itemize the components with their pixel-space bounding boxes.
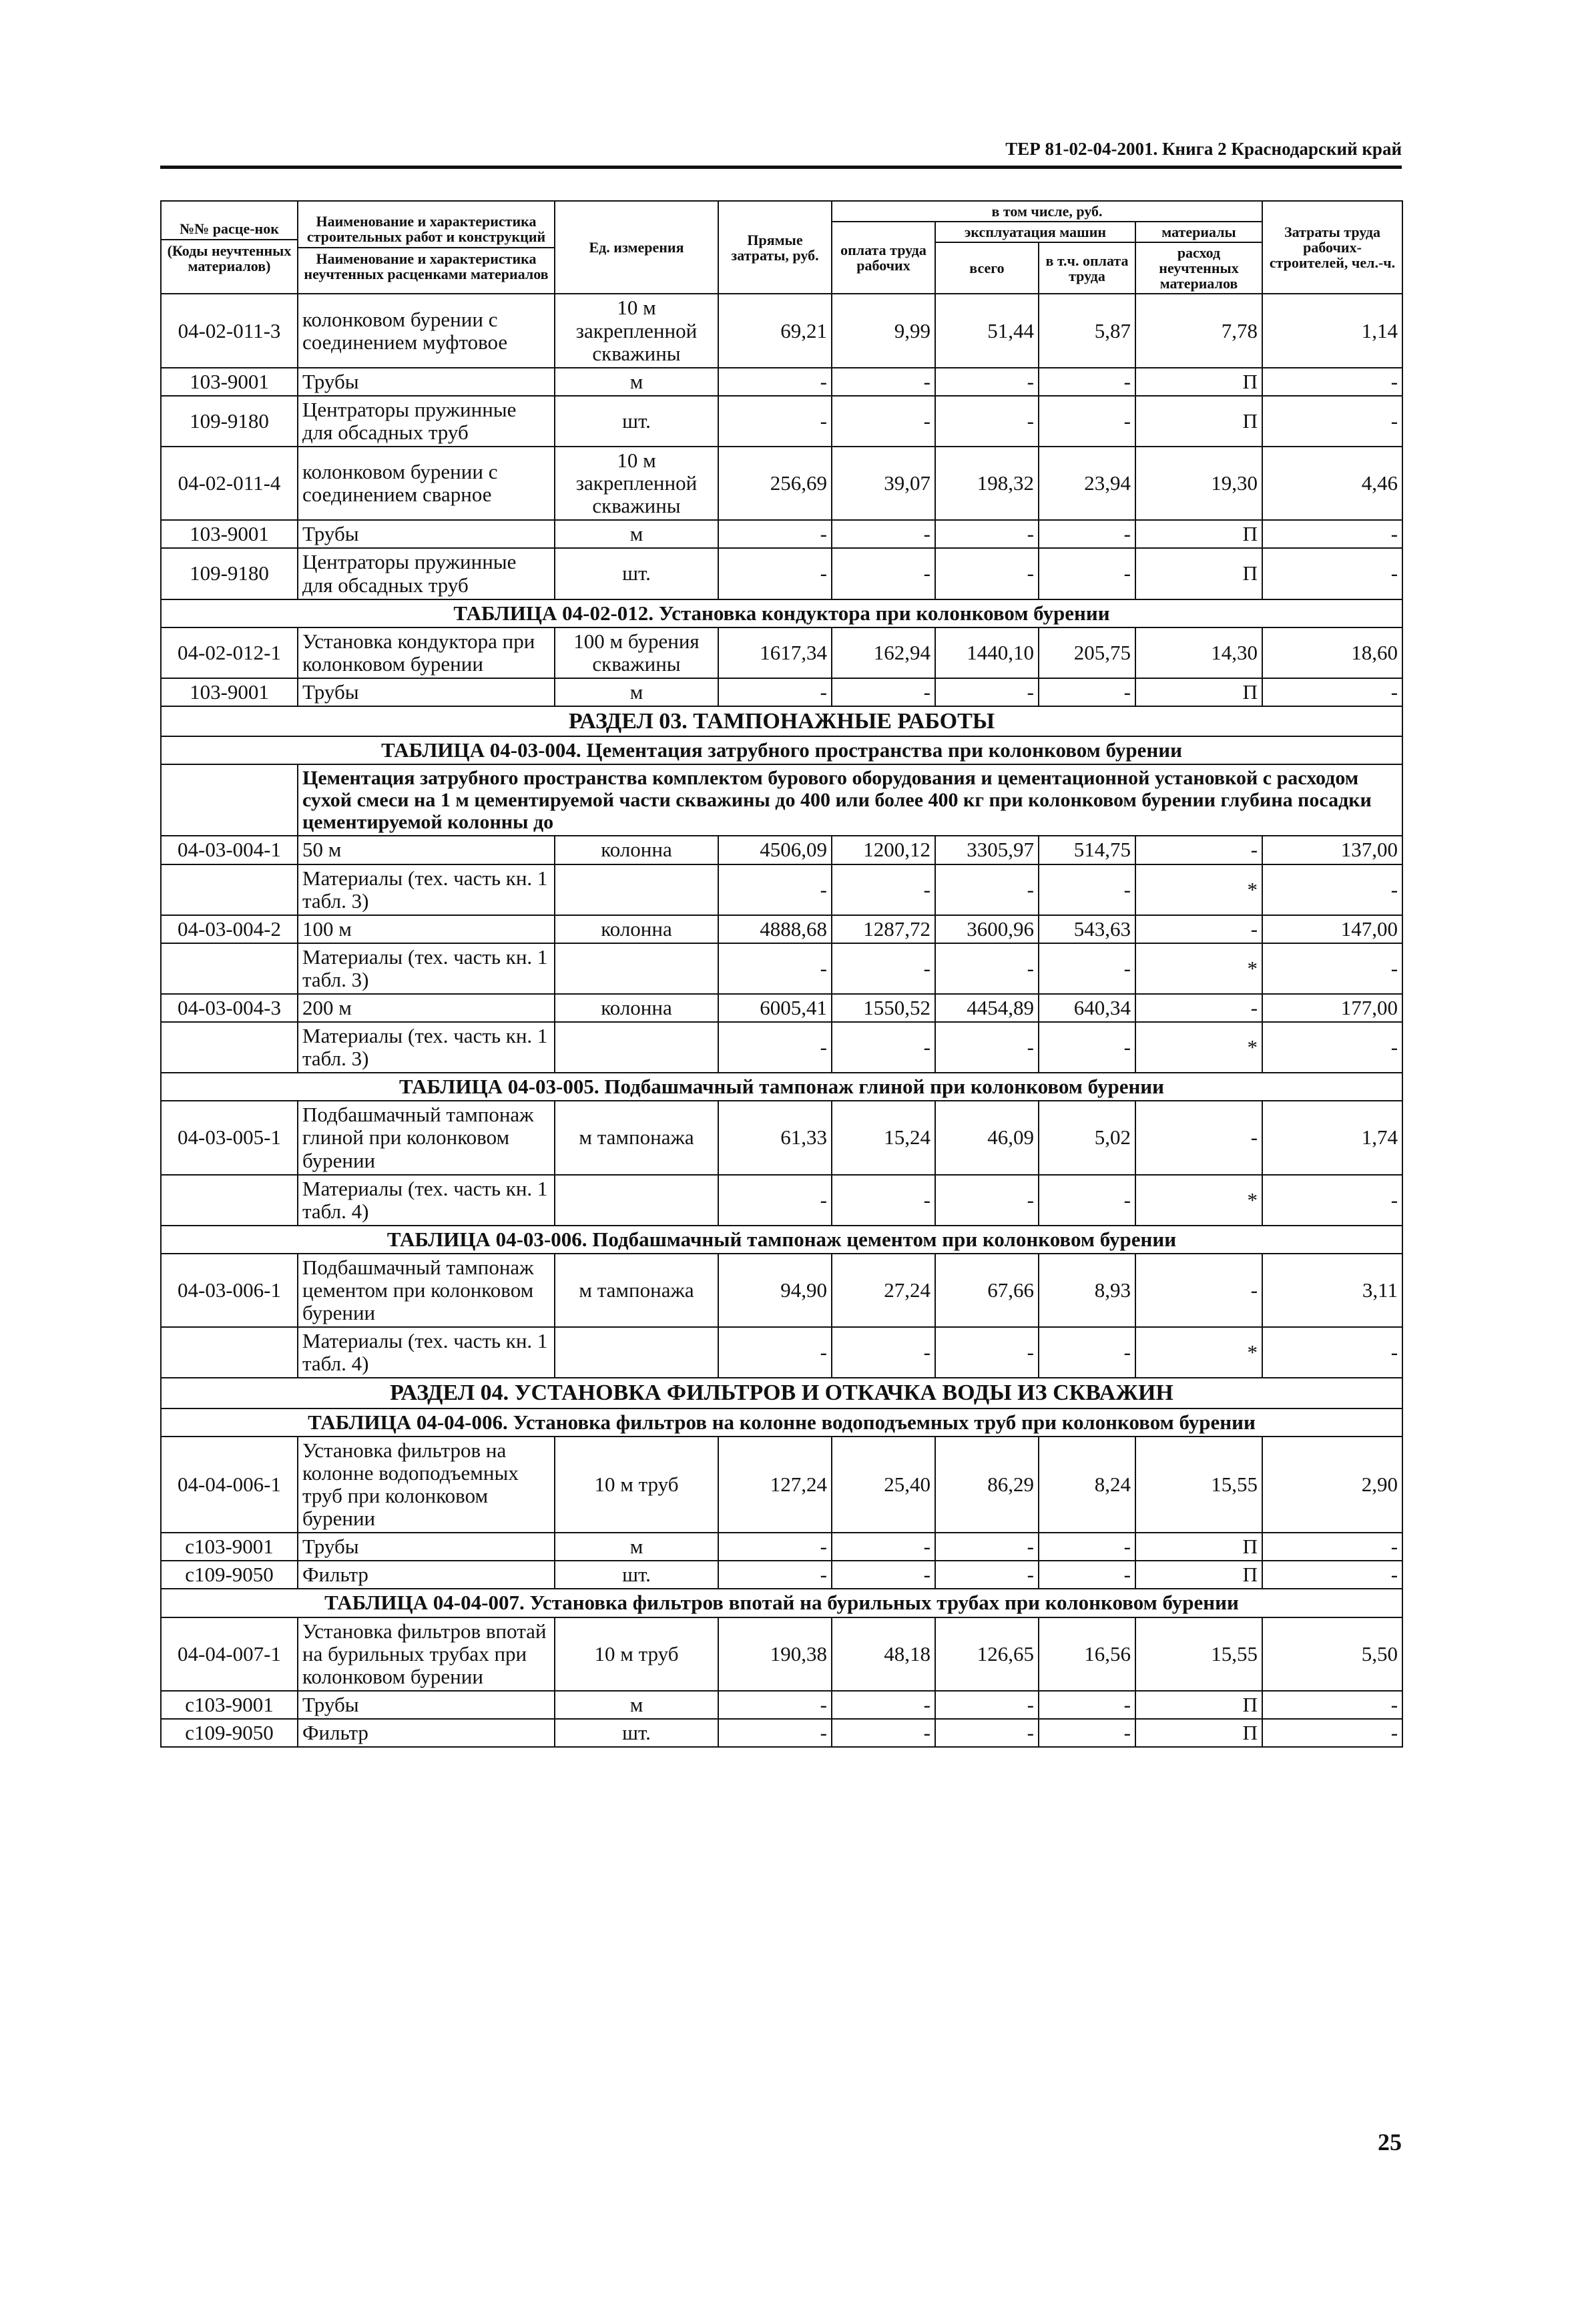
table-row <box>161 1022 1402 1073</box>
direct-costs-value: 256,69 <box>718 447 832 520</box>
labor-hours-value: - <box>1262 548 1402 599</box>
table-title: ТАБЛИЦА 04-04-006. Установка фильтров на колонне водоподъемных труб при колонковом бурении <box>161 1408 1402 1437</box>
rate-code: 109-9180 <box>161 396 298 447</box>
work-name: Материалы (тех. часть кн. 1 табл. 4) <box>298 1175 555 1226</box>
rate-code: 04-03-004-2 <box>161 915 298 943</box>
labor-pay-value: 9,99 <box>832 294 935 367</box>
labor-hours-value: 1,14 <box>1262 294 1402 367</box>
labor-pay-value: 162,94 <box>832 627 935 678</box>
unit-of-measure: 10 м труб <box>555 1437 718 1533</box>
machines-labor-pay-value: - <box>1039 1561 1135 1589</box>
labor-pay-value: - <box>832 520 935 548</box>
labor-hours-value: - <box>1262 1022 1402 1073</box>
materials-value: 15,55 <box>1135 1617 1262 1691</box>
machines-labor-pay-value: 514,75 <box>1039 836 1135 864</box>
table-row <box>161 447 1402 520</box>
direct-costs-value: 190,38 <box>718 1617 832 1691</box>
labor-pay-value: - <box>832 1719 935 1747</box>
work-name: Трубы <box>298 1533 555 1561</box>
unit-of-measure: м тампонажа <box>555 1254 718 1327</box>
table-row <box>161 368 1402 396</box>
labor-pay-value: 1287,72 <box>832 915 935 943</box>
unit-of-measure: м <box>555 520 718 548</box>
work-name: Подбашмачный тампонаж глиной при колонковом бурении <box>298 1101 555 1174</box>
header-labor-cost: Затраты труда рабочих-строителей, чел.-ч. <box>1262 201 1402 294</box>
unit-of-measure: м <box>555 1533 718 1561</box>
machines-total-value: - <box>935 1533 1039 1561</box>
machines-labor-pay-value: - <box>1039 864 1135 915</box>
table-row <box>161 1691 1402 1719</box>
rate-code: 04-03-005-1 <box>161 1101 298 1174</box>
rate-code <box>161 1327 298 1378</box>
unit-of-measure: шт. <box>555 1561 718 1589</box>
labor-hours-value: 147,00 <box>1262 915 1402 943</box>
work-name: Материалы (тех. часть кн. 1 табл. 4) <box>298 1327 555 1378</box>
machines-labor-pay-value: 8,93 <box>1039 1254 1135 1327</box>
table-row <box>161 1719 1402 1747</box>
machines-labor-pay-value: - <box>1039 943 1135 994</box>
direct-costs-value: - <box>718 368 832 396</box>
table-title: ТАБЛИЦА 04-03-004. Цементация затрубного пространства при колонковом бурении <box>161 736 1402 764</box>
machines-labor-pay-value: - <box>1039 1533 1135 1561</box>
work-name: 50 м <box>298 836 555 864</box>
machines-total-value: 126,65 <box>935 1617 1039 1691</box>
machines-total-value: 1440,10 <box>935 627 1039 678</box>
header-machines-pay: в т.ч. оплата труда <box>1039 242 1135 294</box>
work-name: Материалы (тех. часть кн. 1 табл. 3) <box>298 1022 555 1073</box>
machines-total-value: - <box>935 678 1039 706</box>
labor-hours-value: 18,60 <box>1262 627 1402 678</box>
labor-hours-value: - <box>1262 1561 1402 1589</box>
machines-labor-pay-value: - <box>1039 520 1135 548</box>
machines-labor-pay-value: 640,34 <box>1039 994 1135 1022</box>
machines-labor-pay-value: - <box>1039 1691 1135 1719</box>
table-row <box>161 520 1402 548</box>
labor-hours-value: 4,46 <box>1262 447 1402 520</box>
machines-labor-pay-value: 5,02 <box>1039 1101 1135 1174</box>
rate-code: 04-04-006-1 <box>161 1437 298 1533</box>
header-code-cell <box>161 201 298 294</box>
materials-value: - <box>1135 836 1262 864</box>
materials-value: * <box>1135 1175 1262 1226</box>
machines-total-value: - <box>935 943 1039 994</box>
unit-of-measure: м <box>555 678 718 706</box>
machines-total-value: - <box>935 864 1039 915</box>
machines-labor-pay-value: - <box>1039 396 1135 447</box>
labor-pay-value: 1200,12 <box>832 836 935 864</box>
section-title-row <box>161 706 1402 736</box>
machines-total-value: - <box>935 1175 1039 1226</box>
machines-total-value: 46,09 <box>935 1101 1039 1174</box>
rate-code: 103-9001 <box>161 678 298 706</box>
work-name: 200 м <box>298 994 555 1022</box>
direct-costs-value: - <box>718 1327 832 1378</box>
table-row <box>161 864 1402 915</box>
direct-costs-value: - <box>718 1175 832 1226</box>
direct-costs-value: - <box>718 678 832 706</box>
labor-pay-value: - <box>832 1327 935 1378</box>
rate-code: 04-02-011-4 <box>161 447 298 520</box>
work-name: колонковом бурении с соединением муфтовое <box>298 294 555 367</box>
work-name: Трубы <box>298 520 555 548</box>
rate-code: 04-02-011-3 <box>161 294 298 367</box>
labor-pay-value: - <box>832 1533 935 1561</box>
labor-pay-value: 25,40 <box>832 1437 935 1533</box>
materials-value: - <box>1135 994 1262 1022</box>
labor-hours-value: - <box>1262 520 1402 548</box>
work-name: Трубы <box>298 1691 555 1719</box>
table-header <box>161 201 1402 294</box>
table-title-row <box>161 1589 1402 1617</box>
rate-code <box>161 1022 298 1073</box>
table-title: ТАБЛИЦА 04-03-005. Подбашмачный тампонаж глиной при колонковом бурении <box>161 1073 1402 1101</box>
work-name: Центраторы пружинные для обсадных труб <box>298 396 555 447</box>
work-name: Фильтр <box>298 1719 555 1747</box>
materials-value: П <box>1135 678 1262 706</box>
header-direct-costs: Прямые затраты, руб. <box>718 201 832 294</box>
labor-hours-value: - <box>1262 1719 1402 1747</box>
section-title-row <box>161 1378 1402 1408</box>
labor-pay-value: - <box>832 943 935 994</box>
materials-value: П <box>1135 1533 1262 1561</box>
rate-code: с103-9001 <box>161 1533 298 1561</box>
direct-costs-value: 1617,34 <box>718 627 832 678</box>
table-row <box>161 1533 1402 1561</box>
unit-of-measure: шт. <box>555 548 718 599</box>
rate-code: 103-9001 <box>161 520 298 548</box>
labor-pay-value: 39,07 <box>832 447 935 520</box>
rate-code: 109-9180 <box>161 548 298 599</box>
direct-costs-value: - <box>718 864 832 915</box>
work-name: Установка кондуктора при колонковом бурении <box>298 627 555 678</box>
machines-total-value: - <box>935 1561 1039 1589</box>
table-row <box>161 678 1402 706</box>
unit-of-measure <box>555 1175 718 1226</box>
table-title: ТАБЛИЦА 04-02-012. Установка кондуктора при колонковом бурении <box>161 599 1402 627</box>
table-row <box>161 1617 1402 1691</box>
labor-hours-value: - <box>1262 396 1402 447</box>
table-body <box>161 294 1402 1747</box>
section-title: РАЗДЕЛ 03. ТАМПОНАЖНЫЕ РАБОТЫ <box>161 706 1402 736</box>
rate-code: 04-03-006-1 <box>161 1254 298 1327</box>
unit-of-measure: м тампонажа <box>555 1101 718 1174</box>
materials-value: - <box>1135 915 1262 943</box>
machines-total-value: - <box>935 1327 1039 1378</box>
unit-of-measure: колонна <box>555 915 718 943</box>
header-including: в том числе, руб. <box>832 201 1262 222</box>
table-row <box>161 943 1402 994</box>
labor-hours-value: 2,90 <box>1262 1437 1402 1533</box>
labor-hours-value: 177,00 <box>1262 994 1402 1022</box>
description-row <box>161 764 1402 836</box>
section-title: РАЗДЕЛ 04. УСТАНОВКА ФИЛЬТРОВ И ОТКАЧКА ВОДЫ ИЗ СКВАЖИН <box>161 1378 1402 1408</box>
rate-code: с103-9001 <box>161 1691 298 1719</box>
page-number: 25 <box>1378 2129 1402 2155</box>
work-name: 100 м <box>298 915 555 943</box>
table-row <box>161 1561 1402 1589</box>
unit-of-measure: 10 м закрепленной скважины <box>555 447 718 520</box>
rate-code: 04-04-007-1 <box>161 1617 298 1691</box>
machines-total-value: 51,44 <box>935 294 1039 367</box>
materials-value: 19,30 <box>1135 447 1262 520</box>
rate-code <box>161 943 298 994</box>
header-code-bottom: (Коды неучтенных материалов) <box>162 239 297 274</box>
machines-labor-pay-value: 8,24 <box>1039 1437 1135 1533</box>
unit-of-measure: м <box>555 1691 718 1719</box>
table-title-row <box>161 1226 1402 1254</box>
direct-costs-value: - <box>718 1533 832 1561</box>
rate-code <box>161 1175 298 1226</box>
machines-labor-pay-value: - <box>1039 678 1135 706</box>
labor-pay-value: - <box>832 1561 935 1589</box>
table-row <box>161 1101 1402 1174</box>
table-row <box>161 836 1402 864</box>
materials-value: П <box>1135 1719 1262 1747</box>
labor-pay-value: - <box>832 1175 935 1226</box>
unit-of-measure <box>555 1327 718 1378</box>
labor-pay-value: - <box>832 368 935 396</box>
work-name: Материалы (тех. часть кн. 1 табл. 3) <box>298 943 555 994</box>
labor-hours-value: 3,11 <box>1262 1254 1402 1327</box>
machines-labor-pay-value: 5,87 <box>1039 294 1135 367</box>
work-name: Подбашмачный тампонаж цементом при колонковом бурении <box>298 1254 555 1327</box>
machines-labor-pay-value: 205,75 <box>1039 627 1135 678</box>
materials-value: П <box>1135 396 1262 447</box>
description-code-cell <box>161 764 298 836</box>
unit-of-measure: колонна <box>555 994 718 1022</box>
work-name: колонковом бурении с соединением сварное <box>298 447 555 520</box>
materials-value: 15,55 <box>1135 1437 1262 1533</box>
direct-costs-value: 6005,41 <box>718 994 832 1022</box>
labor-pay-value: - <box>832 864 935 915</box>
header-labor-pay: оплата труда рабочих <box>832 222 935 294</box>
work-name: Материалы (тех. часть кн. 1 табл. 3) <box>298 864 555 915</box>
machines-labor-pay-value: - <box>1039 1175 1135 1226</box>
direct-costs-value: 69,21 <box>718 294 832 367</box>
unit-of-measure: колонна <box>555 836 718 864</box>
labor-pay-value: - <box>832 548 935 599</box>
unit-of-measure <box>555 943 718 994</box>
labor-pay-value: - <box>832 1022 935 1073</box>
header-name-top: Наименование и характеристика строительных работ и конструкций <box>306 212 546 245</box>
machines-labor-pay-value: - <box>1039 1022 1135 1073</box>
table-row <box>161 1175 1402 1226</box>
materials-value: 7,78 <box>1135 294 1262 367</box>
header-unit: Ед. измерения <box>555 201 718 294</box>
labor-hours-value: - <box>1262 943 1402 994</box>
header-materials-extra: расход неучтенных материалов <box>1135 242 1262 294</box>
direct-costs-value: - <box>718 1691 832 1719</box>
header-name-bottom: Наименование и характеристика неучтенных расценками материалов <box>298 247 554 282</box>
direct-costs-value: - <box>718 1022 832 1073</box>
direct-costs-value: - <box>718 396 832 447</box>
rate-code <box>161 864 298 915</box>
machines-labor-pay-value: - <box>1039 1327 1135 1378</box>
table-row <box>161 548 1402 599</box>
labor-hours-value: - <box>1262 1175 1402 1226</box>
table-row <box>161 915 1402 943</box>
unit-of-measure <box>555 864 718 915</box>
labor-hours-value: - <box>1262 1691 1402 1719</box>
direct-costs-value: - <box>718 1561 832 1589</box>
machines-total-value: 3305,97 <box>935 836 1039 864</box>
rate-code: 04-03-004-3 <box>161 994 298 1022</box>
labor-pay-value: 27,24 <box>832 1254 935 1327</box>
rate-code: 04-02-012-1 <box>161 627 298 678</box>
labor-hours-value: - <box>1262 864 1402 915</box>
work-name: Фильтр <box>298 1561 555 1589</box>
machines-total-value: - <box>935 1691 1039 1719</box>
header-rule <box>160 166 1402 169</box>
machines-total-value: 4454,89 <box>935 994 1039 1022</box>
table-title: ТАБЛИЦА 04-04-007. Установка фильтров впотай на бурильных трубах при колонковом бурении <box>161 1589 1402 1617</box>
materials-value: П <box>1135 520 1262 548</box>
materials-value: * <box>1135 943 1262 994</box>
labor-hours-value: - <box>1262 1327 1402 1378</box>
labor-pay-value: 48,18 <box>832 1617 935 1691</box>
table-row <box>161 1254 1402 1327</box>
materials-value: * <box>1135 1022 1262 1073</box>
labor-pay-value: - <box>832 396 935 447</box>
machines-total-value: - <box>935 1719 1039 1747</box>
direct-costs-value: 4506,09 <box>718 836 832 864</box>
machines-total-value: - <box>935 1022 1039 1073</box>
work-name: Установка фильтров на колонне водоподъемных труб при колонковом бурении <box>298 1437 555 1533</box>
table-row <box>161 1437 1402 1533</box>
labor-pay-value: 1550,52 <box>832 994 935 1022</box>
unit-of-measure: шт. <box>555 1719 718 1747</box>
table-title-row <box>161 1073 1402 1101</box>
machines-labor-pay-value: - <box>1039 1719 1135 1747</box>
table-row <box>161 627 1402 678</box>
rates-table <box>160 200 1403 1748</box>
machines-total-value: 3600,96 <box>935 915 1039 943</box>
labor-pay-value: 15,24 <box>832 1101 935 1174</box>
table-row <box>161 1327 1402 1378</box>
labor-pay-value: - <box>832 678 935 706</box>
labor-hours-value: 1,74 <box>1262 1101 1402 1174</box>
labor-hours-value: 5,50 <box>1262 1617 1402 1691</box>
machines-total-value: 86,29 <box>935 1437 1039 1533</box>
materials-value: П <box>1135 548 1262 599</box>
header-machines: эксплуатация машин <box>935 222 1135 242</box>
machines-total-value: 198,32 <box>935 447 1039 520</box>
work-name: Трубы <box>298 368 555 396</box>
materials-value: П <box>1135 1561 1262 1589</box>
rate-code: 103-9001 <box>161 368 298 396</box>
table-title-row <box>161 599 1402 627</box>
direct-costs-value: - <box>718 520 832 548</box>
header-code-top: №№ расце-нок <box>180 220 279 238</box>
table-row <box>161 294 1402 367</box>
machines-labor-pay-value: 16,56 <box>1039 1617 1135 1691</box>
direct-costs-value: 94,90 <box>718 1254 832 1327</box>
rate-code: с109-9050 <box>161 1561 298 1589</box>
machines-total-value: - <box>935 548 1039 599</box>
rate-code: 04-03-004-1 <box>161 836 298 864</box>
direct-costs-value: 4888,68 <box>718 915 832 943</box>
machines-total-value: - <box>935 520 1039 548</box>
work-description: Цементация затрубного пространства комплектом бурового оборудования и цементационной установкой с расходом сухой смеси на 1 м цементируемой части скважины до 400 или более 400 кг при колонковом бурении глубина посадки цементируемой колонны до <box>298 764 1402 836</box>
unit-of-measure: 10 м труб <box>555 1617 718 1691</box>
machines-labor-pay-value: 543,63 <box>1039 915 1135 943</box>
header-name-cell <box>298 201 555 294</box>
table-row <box>161 396 1402 447</box>
labor-hours-value: - <box>1262 1533 1402 1561</box>
materials-value: 14,30 <box>1135 627 1262 678</box>
table-title: ТАБЛИЦА 04-03-006. Подбашмачный тампонаж цементом при колонковом бурении <box>161 1226 1402 1254</box>
header-machines-total: всего <box>935 242 1039 294</box>
unit-of-measure: 100 м бурения скважины <box>555 627 718 678</box>
unit-of-measure: м <box>555 368 718 396</box>
labor-hours-value: 137,00 <box>1262 836 1402 864</box>
materials-value: П <box>1135 368 1262 396</box>
running-head: ТЕР 81-02-04-2001. Книга 2 Краснодарский край <box>1005 139 1402 159</box>
machines-total-value: 67,66 <box>935 1254 1039 1327</box>
labor-hours-value: - <box>1262 368 1402 396</box>
materials-value: - <box>1135 1101 1262 1174</box>
direct-costs-value: 127,24 <box>718 1437 832 1533</box>
materials-value: П <box>1135 1691 1262 1719</box>
unit-of-measure: шт. <box>555 396 718 447</box>
rate-code: с109-9050 <box>161 1719 298 1747</box>
materials-value: * <box>1135 864 1262 915</box>
direct-costs-value: - <box>718 1719 832 1747</box>
direct-costs-value: - <box>718 548 832 599</box>
unit-of-measure: 10 м закрепленной скважины <box>555 294 718 367</box>
labor-hours-value: - <box>1262 678 1402 706</box>
labor-pay-value: - <box>832 1691 935 1719</box>
machines-labor-pay-value: 23,94 <box>1039 447 1135 520</box>
machines-total-value: - <box>935 368 1039 396</box>
table-row <box>161 994 1402 1022</box>
direct-costs-value: 61,33 <box>718 1101 832 1174</box>
materials-value: * <box>1135 1327 1262 1378</box>
header-materials: материалы <box>1135 222 1262 242</box>
machines-labor-pay-value: - <box>1039 548 1135 599</box>
work-name: Центраторы пружинные для обсадных труб <box>298 548 555 599</box>
unit-of-measure <box>555 1022 718 1073</box>
table-title-row <box>161 1408 1402 1437</box>
table-title-row <box>161 736 1402 764</box>
materials-value: - <box>1135 1254 1262 1327</box>
work-name: Трубы <box>298 678 555 706</box>
work-name: Установка фильтров впотай на бурильных трубах при колонковом бурении <box>298 1617 555 1691</box>
direct-costs-value: - <box>718 943 832 994</box>
machines-total-value: - <box>935 396 1039 447</box>
machines-labor-pay-value: - <box>1039 368 1135 396</box>
